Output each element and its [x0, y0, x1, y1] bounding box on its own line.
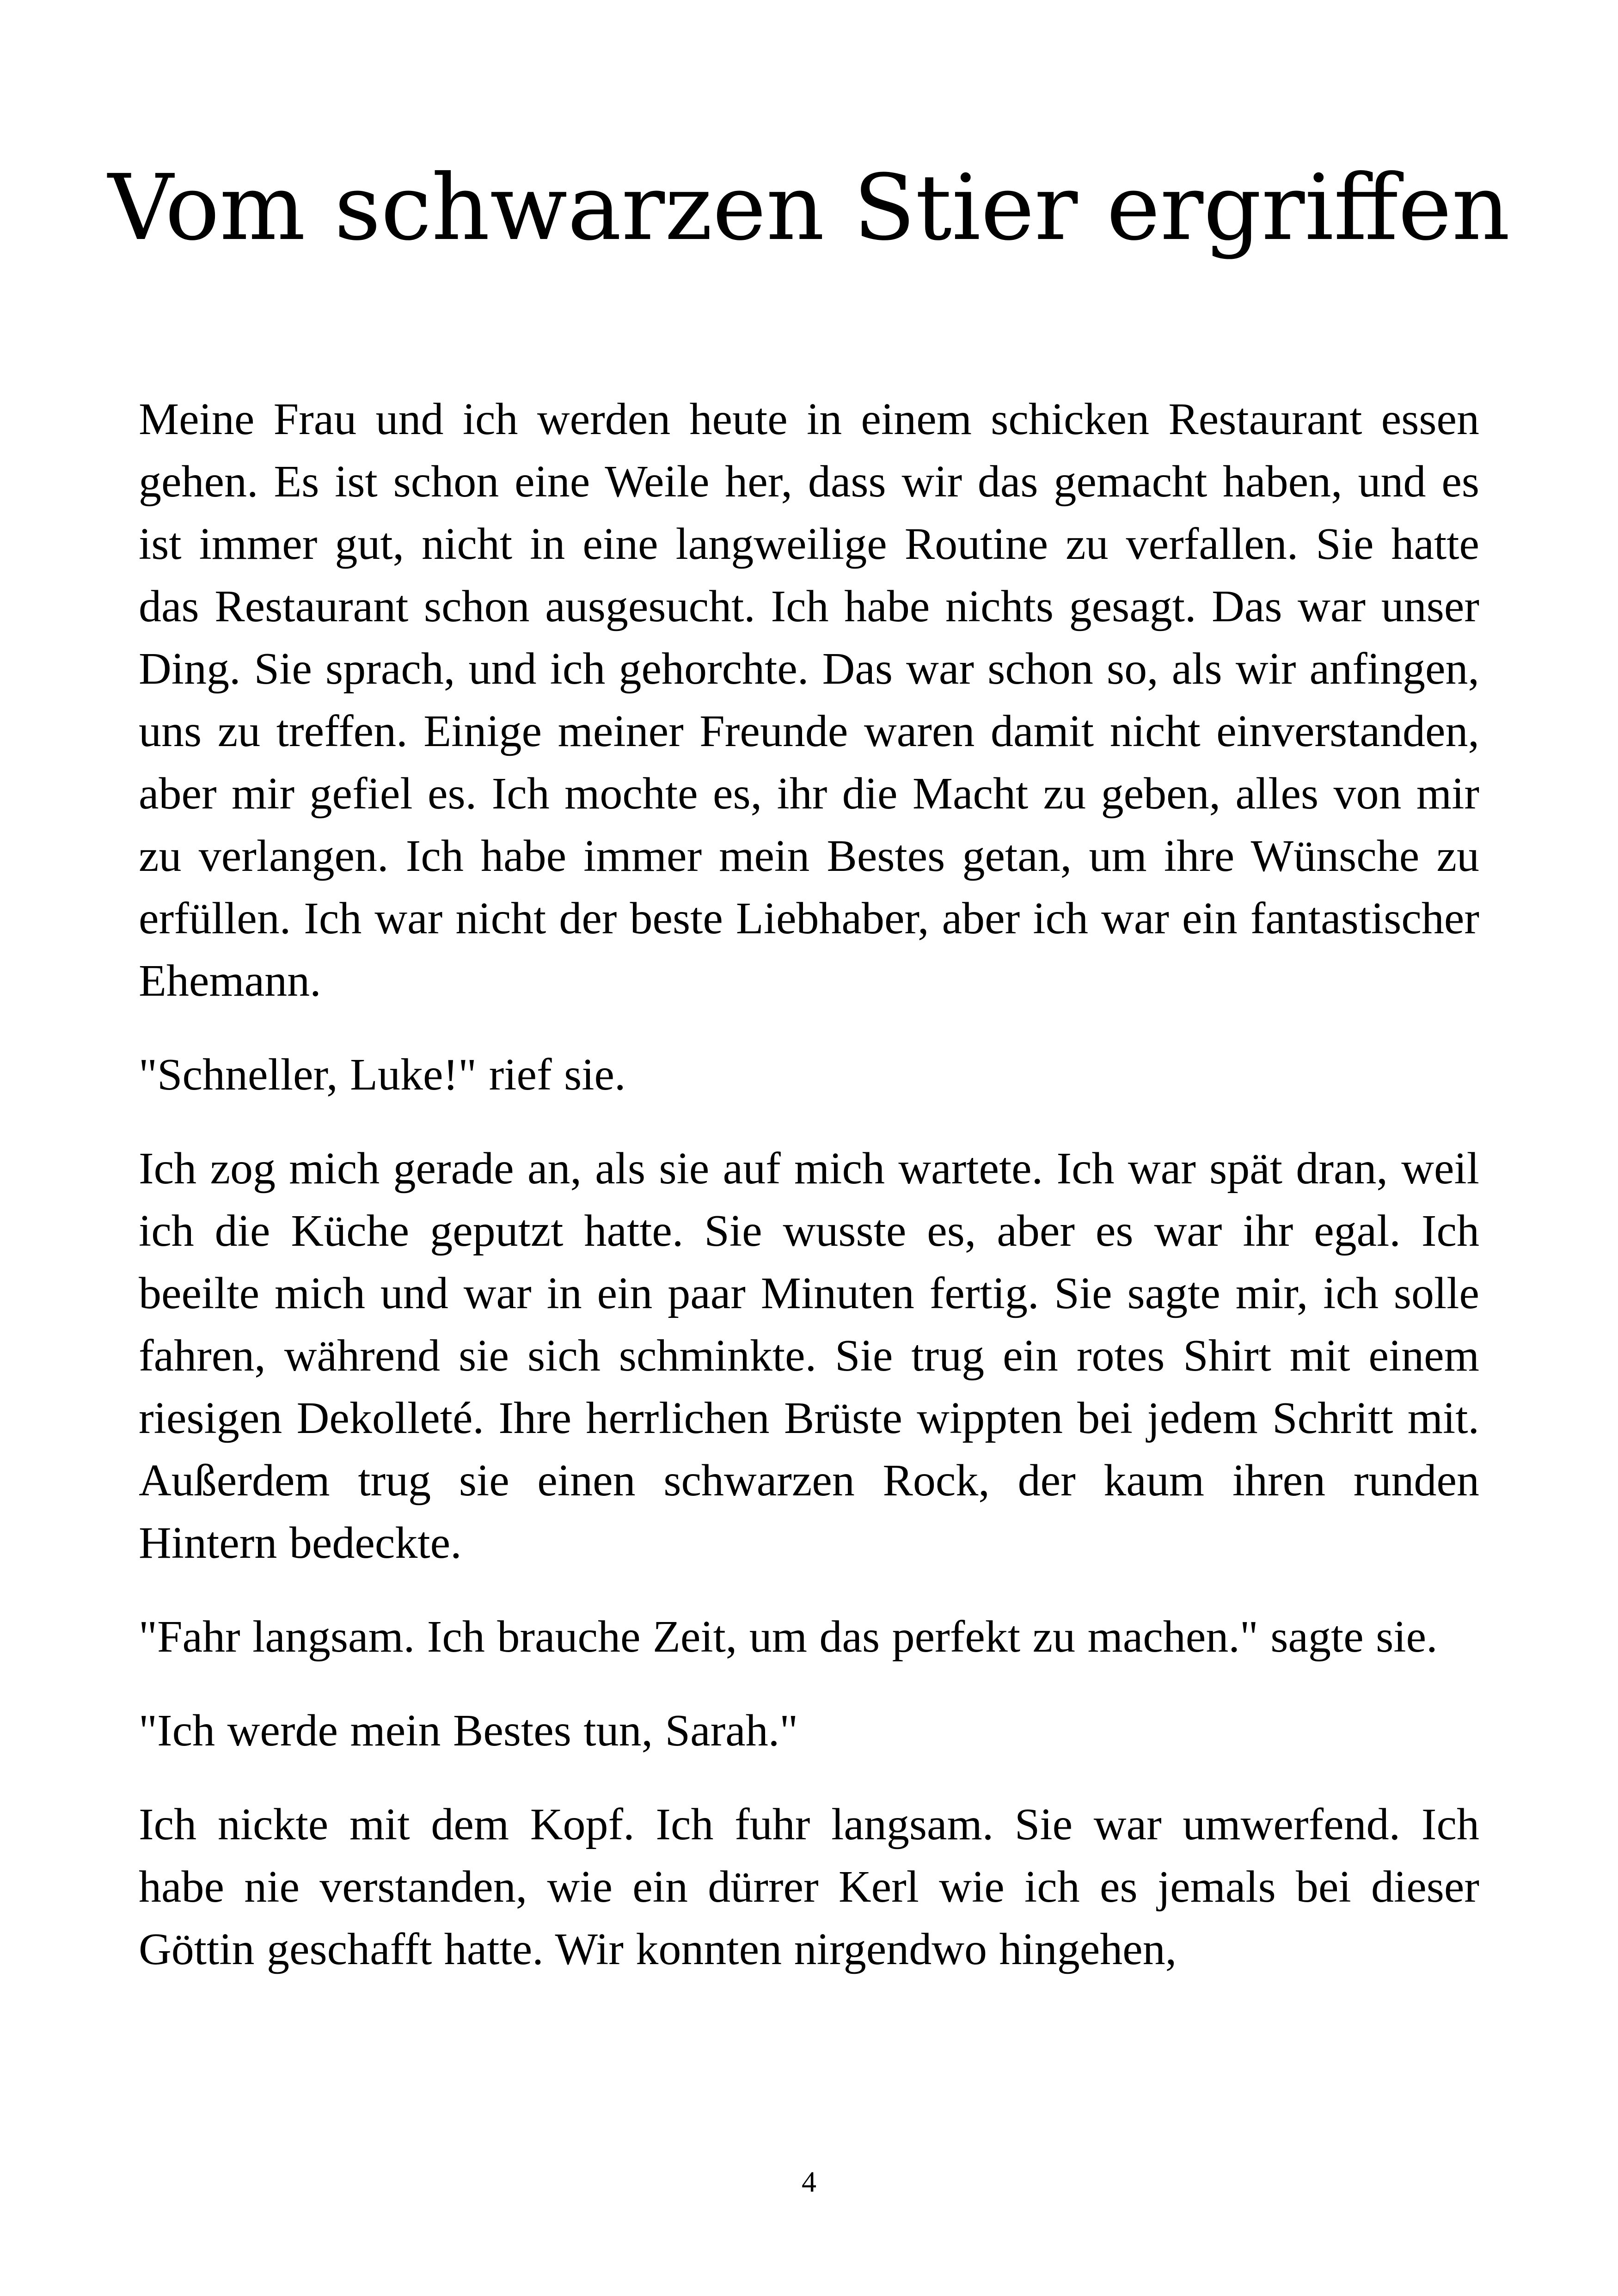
- page-number: 4: [802, 2165, 816, 2198]
- paragraph-5: "Ich werde mein Bestes tun, Sarah.": [139, 1706, 798, 1756]
- paragraph-6: Ich nickte mit dem Kopf. Ich fuhr langsam. Sie war umwerfend. Ich habe nie verstanden, wie ein dürrer Kerl wie ich es jemals bei dieser Göttin geschafft hatte. Wir konnten nirgendwo hingehen,: [139, 1800, 1479, 1974]
- paragraph-3: Ich zog mich gerade an, als sie auf mich wartete. Ich war spät dran, weil ich die Küche geputzt hatte. Sie wusste es, aber es war ihr egal. Ich beeilte mich und war in ein paar Minuten fertig. Sie sagte mir, ich solle fahren, während sie sich schminkte. Sie trug ein rotes Shirt mit einem riesigen Dekolleté. Ihre herrlichen Brüste wippten bei jedem Schritt mit. Außerdem trug sie einen schwarzen Rock, der kaum ihren runden Hintern bedeckte.: [139, 1144, 1479, 1568]
- paragraph-4: "Fahr langsam. Ich brauche Zeit, um das perfekt zu machen." sagte sie.: [139, 1612, 1438, 1662]
- paragraph-1: Meine Frau und ich werden heute in einem schicken Restaurant essen gehen. Es ist schon eine Weile her, dass wir das gemacht haben, und es ist immer gut, nicht in eine langweilige Routine zu verfallen. Sie hatte das Restaurant schon ausgesucht. Ich habe nichts gesagt. Das war unser Ding. Sie sprach, und ich gehorchte. Das war schon so, als wir anfingen, uns zu treffen. Einige meiner Freunde waren damit nicht einverstanden, aber mir gefiel es. Ich mochte es, ihr die Macht zu geben, alles von mir zu verlangen. Ich habe immer mein Bestes getan, um ihre Wünsche zu erfüllen. Ich war nicht der beste Liebhaber, aber ich war ein fantastischer Ehemann.: [139, 394, 1479, 1006]
- chapter-title: Vom schwarzen Stier ergriffen: [108, 155, 1510, 261]
- body-text: [139, 388, 1479, 2012]
- paragraph-2: "Schneller, Luke!" rief sie.: [139, 1050, 626, 1100]
